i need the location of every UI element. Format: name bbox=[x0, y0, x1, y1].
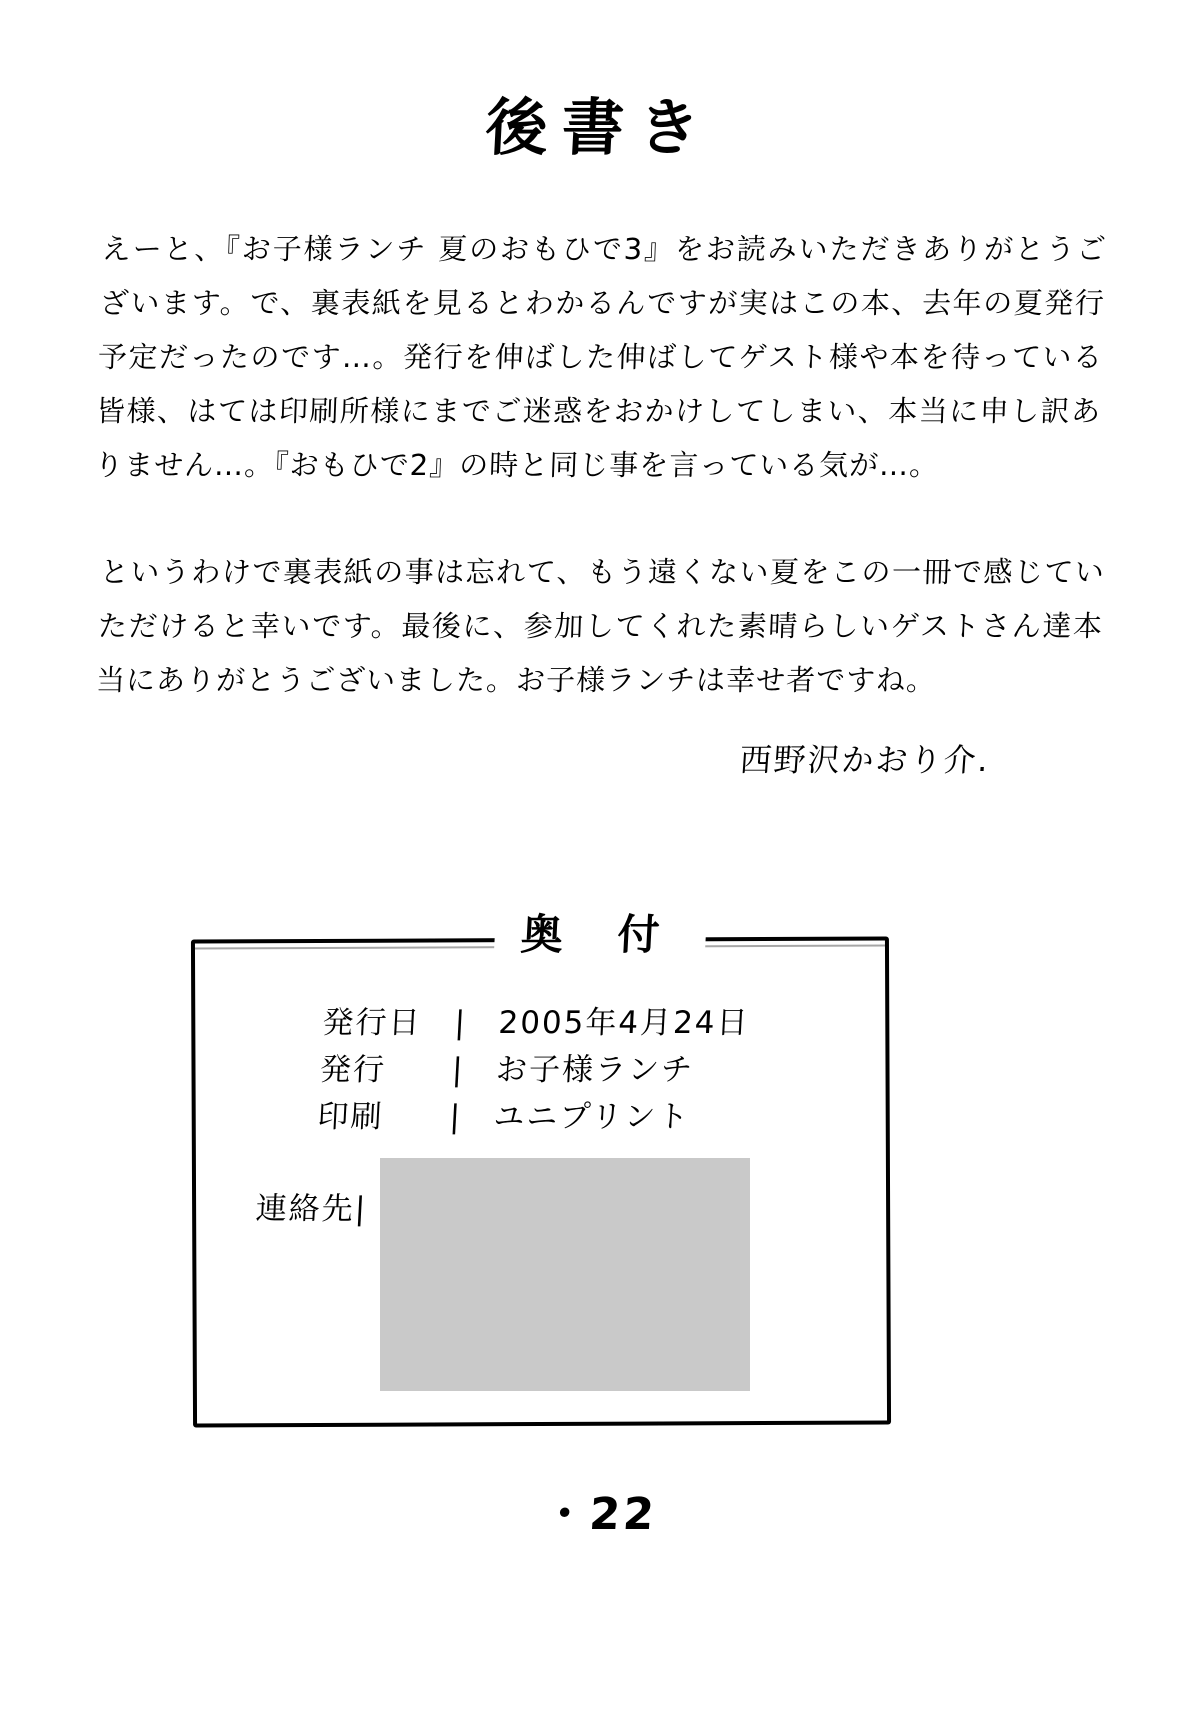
contact-label: 連絡先| bbox=[254, 1191, 369, 1227]
colophon-row bbox=[321, 1000, 751, 1047]
colophon-row bbox=[316, 1094, 746, 1141]
colophon-row-mark: | bbox=[453, 1005, 468, 1041]
colophon-rows bbox=[316, 1000, 750, 1141]
colophon-row-mark: | bbox=[448, 1099, 463, 1135]
afterword-paragraph-2: というわけで裏表紙の事は忘れて、もう遠くない夏をこの一冊で感じていただけると幸いです。最後に、参加してくれた素晴らしいゲストさん達本当にありがとうございました。お子様ランチは幸せ者ですね。 bbox=[95, 555, 1106, 697]
colophon-row-mark: | bbox=[451, 1052, 466, 1088]
colophon-row-label: 発行日 bbox=[321, 1005, 423, 1041]
contact-redaction-block bbox=[380, 1158, 750, 1391]
author-signature: 西野沢かおり介. bbox=[738, 741, 992, 779]
page-number: ・22 bbox=[540, 1489, 659, 1540]
page-title: 後書き bbox=[483, 91, 716, 164]
colophon-row bbox=[319, 1047, 749, 1094]
colophon-row-label: 発行 bbox=[319, 1052, 387, 1088]
colophon-title-text: 奥 付 bbox=[493, 902, 707, 962]
colophon-row-value: お子様ランチ bbox=[495, 1052, 695, 1088]
colophon-row-value: ユニプリント bbox=[492, 1099, 692, 1135]
afterword-paragraph-1: えーと、『お子様ランチ 夏のおもひで3』をお読みいただきありがとうございます。で、裏表紙を見るとわかるんですが実はこの本、去年の夏発行予定だったのです…。発行を伸ばした伸ばしてゲスト様や本を待っている皆様、はては印刷所様にまでご迷惑をおかけしてしまい、本当に申し訳ありません…。『おもひで2』の時と同じ事を言っている気が…。 bbox=[93, 232, 1108, 482]
colophon-title bbox=[0, 902, 1200, 962]
colophon-row-label: 印刷 bbox=[316, 1099, 385, 1135]
colophon-row-value: 2005年4月24日 bbox=[497, 1005, 751, 1041]
